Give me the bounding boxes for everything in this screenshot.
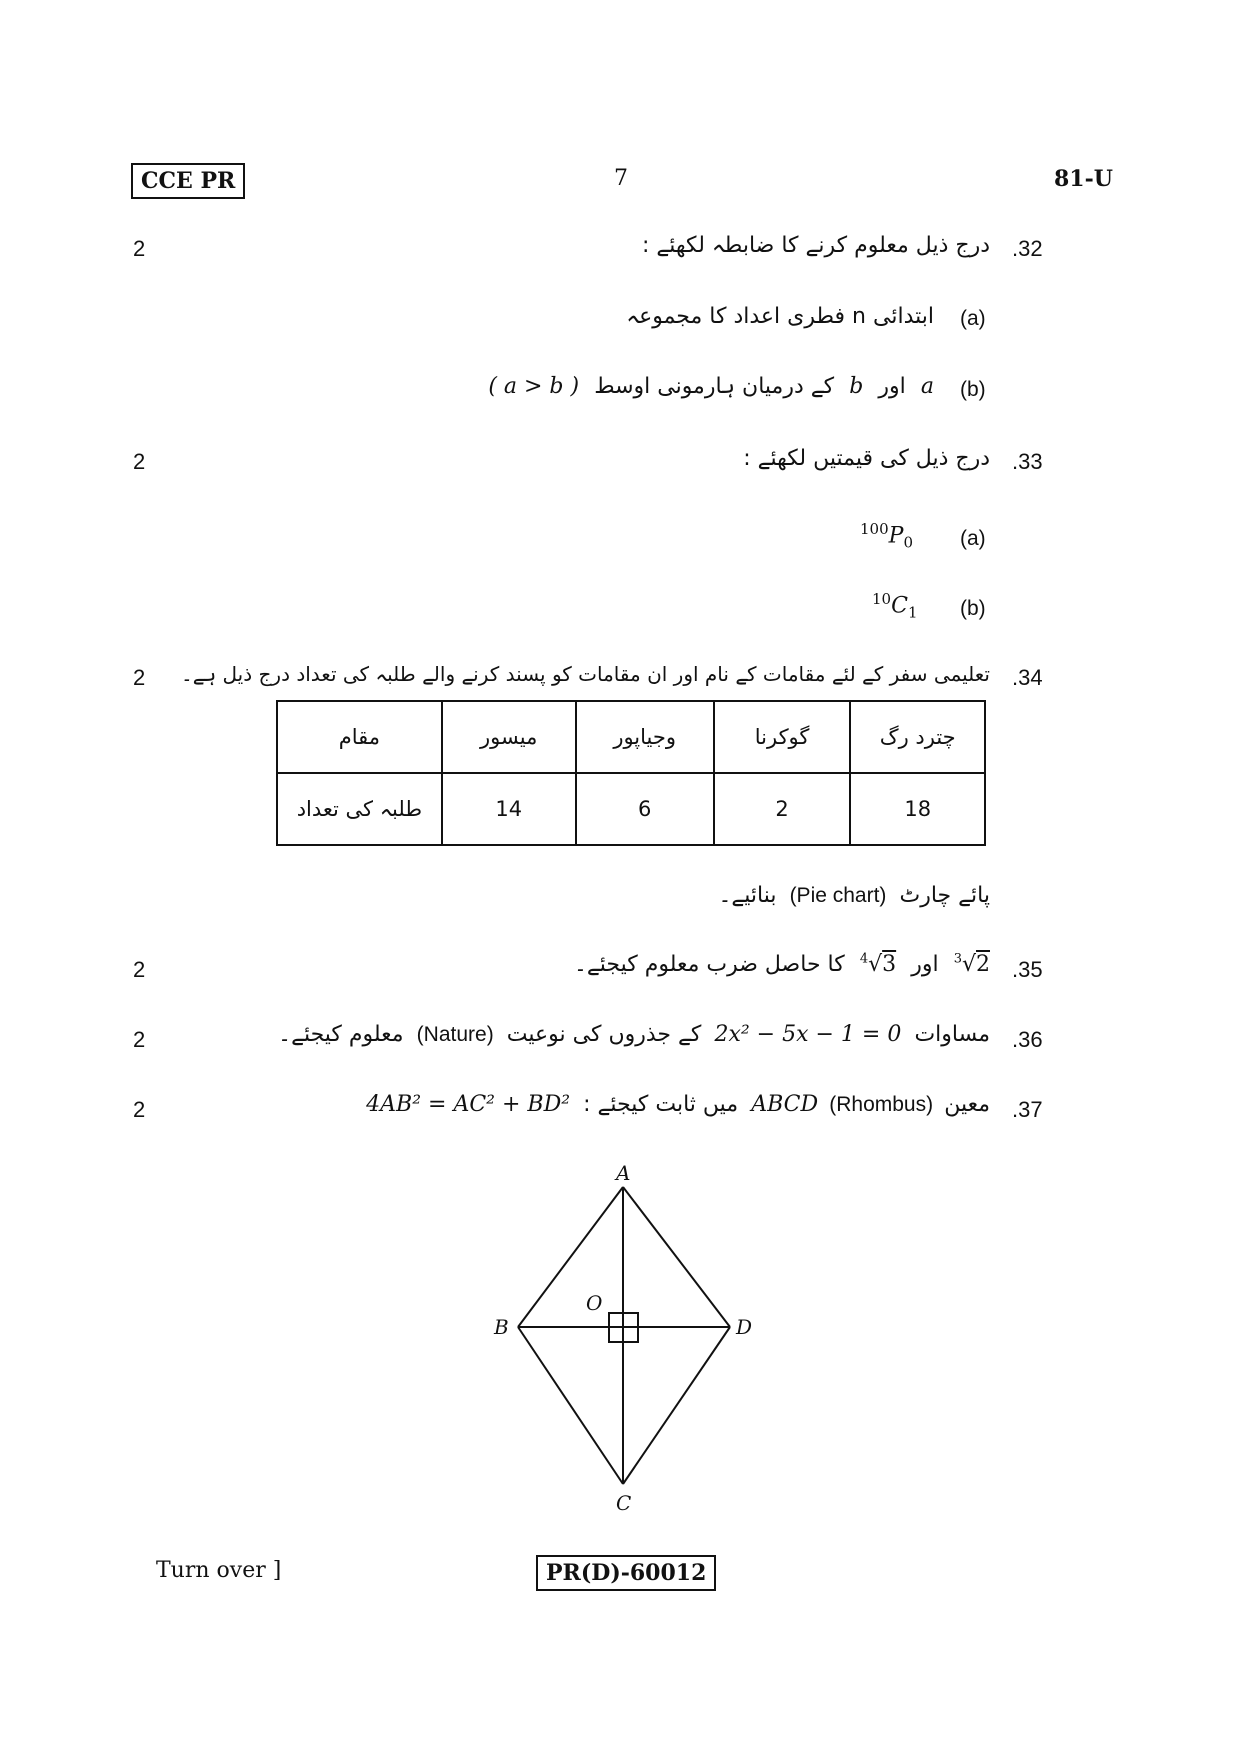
- q34-place-vijayapur: وجیاپور: [576, 701, 714, 773]
- q32b-var-a: a: [920, 374, 934, 399]
- q32b-line: [488, 374, 934, 399]
- q35-marks: 2: [133, 957, 146, 982]
- q37-number: .37: [1012, 1097, 1043, 1122]
- q33a-base: P: [888, 523, 904, 549]
- side-bc: [518, 1327, 623, 1484]
- q32b-var-b: b: [849, 374, 864, 399]
- q37-text-pre: معین: [944, 1092, 990, 1117]
- paper-code: 81-U: [1054, 166, 1113, 192]
- q34-count-vijayapur: 6: [576, 773, 714, 845]
- q37-line: [366, 1092, 990, 1117]
- q34-table-count-row: [277, 773, 985, 845]
- q36-text-mid: کے جذروں کی نوعیت: [506, 1022, 702, 1047]
- q36-line: [278, 1022, 990, 1047]
- turn-over: Turn over ]: [156, 1558, 282, 1583]
- q37-marks: 2: [133, 1097, 146, 1122]
- q33a-label: (a): [960, 527, 986, 550]
- q32b-and: اور: [878, 374, 906, 399]
- q37-equation: 4AB² = AC² + BD²: [366, 1092, 571, 1117]
- q34-header-label: مقام: [277, 701, 442, 773]
- q33a-sub: 0: [903, 533, 913, 552]
- q34-table-header-row: [277, 701, 985, 773]
- q34-count-mysore: 14: [442, 773, 576, 845]
- q34-marks: 2: [133, 665, 146, 690]
- q36-marks: 2: [133, 1027, 146, 1052]
- q32a-label: (a): [960, 307, 986, 330]
- q33b-sub: 1: [907, 603, 918, 622]
- footer-code-box: PR(D)-60012: [536, 1555, 716, 1591]
- vertex-label-d: D: [736, 1315, 753, 1339]
- q36-number: .36: [1012, 1027, 1043, 1052]
- q33-text: درج ذیل کی قیمتیں لکھئے :: [743, 446, 990, 471]
- q34-text: تعلیمی سفر کے لئے مقامات کے نام اور ان مقامات کو پسند کرنے والے طلبہ کی تعداد درج ذیل ہے۔: [181, 662, 990, 686]
- q37-shape: ABCD: [751, 1092, 819, 1117]
- q34-instruction: [718, 883, 990, 908]
- q33-number: .33: [1012, 449, 1043, 474]
- q34-count-gokarna: 2: [714, 773, 851, 845]
- side-ab: [518, 1187, 623, 1327]
- q34-count-chitradurga: 18: [850, 773, 985, 845]
- q32-text: درج ذیل معلوم کرنے کا ضابطہ لکھئے :: [641, 233, 990, 258]
- q34-row-label: طلبہ کی تعداد: [277, 773, 442, 845]
- q35-root1: $^3$√2: [953, 952, 990, 978]
- q32-marks: 2: [133, 236, 146, 261]
- vertex-label-c: C: [616, 1491, 632, 1515]
- page-number: 7: [614, 166, 628, 191]
- q34-number: .34: [1012, 665, 1043, 690]
- q34-place-mysore: میسور: [442, 701, 576, 773]
- q34-instruction-urdu: پائے چارٹ: [899, 883, 990, 908]
- q34-place-chitradurga: چترد رگ: [850, 701, 985, 773]
- q34-place-gokarna: گوکرنا: [714, 701, 851, 773]
- q33b-label: (b): [960, 597, 986, 620]
- q32b-condition: ( a > b ): [488, 374, 580, 399]
- q34-table: [276, 700, 986, 846]
- q35-root2: $^4$√3: [859, 952, 897, 978]
- vertex-label-b: B: [494, 1315, 509, 1339]
- q36-text-pre: مساوات: [914, 1022, 990, 1047]
- q33-marks: 2: [133, 449, 146, 474]
- q32a-text: ابتدائی n فطری اعداد کا مجموعہ: [626, 304, 934, 329]
- q34-instruction-en: (Pie chart): [789, 884, 887, 907]
- q35-number: .35: [1012, 957, 1043, 982]
- q37-rhombus: (Rhombus): [829, 1093, 934, 1116]
- vertex-label-a: A: [616, 1161, 631, 1185]
- q35-and: اور: [911, 952, 939, 978]
- q36-nature: (Nature): [416, 1023, 494, 1046]
- side-dc: [623, 1327, 730, 1484]
- q32-number: .32: [1012, 236, 1043, 261]
- q36-equation: 2x² − 5x − 1 = 0: [714, 1022, 902, 1047]
- q33a-expression: [860, 520, 913, 552]
- q34-instruction-urdu2: بنائیے۔: [718, 883, 777, 908]
- q32b-text: کے درمیان ہارمونی اوسط: [594, 374, 835, 399]
- q33b-base: C: [891, 593, 908, 619]
- q37-text-mid: میں ثابت کیجئے :: [583, 1092, 739, 1117]
- q36-text-post: معلوم کیجئے۔: [278, 1022, 404, 1047]
- rhombus-figure: [480, 1160, 780, 1520]
- q33b-pre: 10: [872, 590, 892, 608]
- q35-line: [574, 952, 990, 977]
- q32b-label: (b): [960, 378, 986, 401]
- side-ad: [623, 1187, 730, 1327]
- q35-text: کا حاصل ضرب معلوم کیجئے۔: [573, 952, 845, 978]
- center-label-o: O: [586, 1291, 603, 1315]
- header-box-cce-pr: CCE PR: [131, 163, 245, 199]
- q33a-pre: 100: [860, 520, 889, 538]
- q33b-expression: [872, 590, 917, 622]
